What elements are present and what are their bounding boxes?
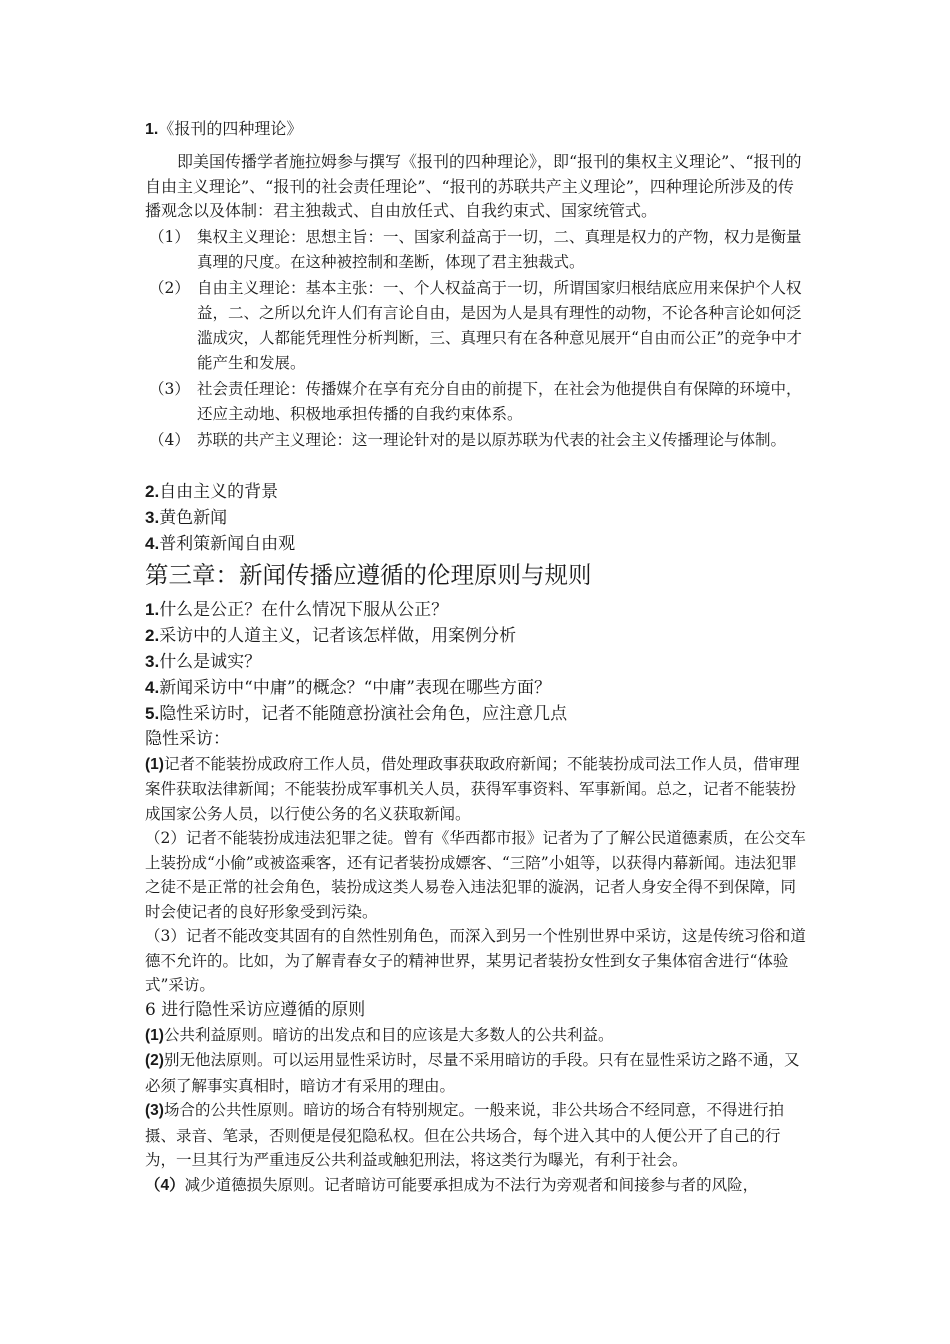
point-text: 记者不能装扮成政府工作人员，借处理政事获取政府新闻；不能装扮成司法工作人员，借审理案件获取法律新闻；不能装扮成军事机关人员，获得军事资料、军事新闻。总之，记者不能装扮成国家公务人员，以行使公务的名义获取新闻。 bbox=[145, 754, 800, 823]
question-item bbox=[145, 649, 807, 675]
point-text: 记者不能改变其固有的自然性别角色，而深入到另一个性别世界中采访，这是传统习俗和道德不允许的。比如，为了解青春女子的精神世界，某男记者装扮女性到女子集体宿舍进行“体验式”采访。 bbox=[145, 927, 806, 994]
topic-number: 3. bbox=[145, 507, 160, 527]
principle-item bbox=[145, 1173, 807, 1199]
spacer bbox=[145, 453, 807, 479]
principles-title: 6 进行隐性采访应遵循的原则 bbox=[145, 999, 366, 1020]
topic-number: 4. bbox=[145, 533, 160, 553]
section1-heading bbox=[145, 117, 807, 141]
principle-text: 公共利益原则。暗访的出发点和目的应该是大多数人的公共利益。 bbox=[163, 1025, 614, 1044]
list-number: （4） bbox=[149, 430, 190, 449]
section1-number: 1. bbox=[145, 121, 159, 138]
question-number: 3. bbox=[145, 651, 160, 671]
point-number: （3） bbox=[145, 927, 186, 945]
question-text: 新闻采访中“中庸”的概念？“中庸”表现在哪些方面？ bbox=[159, 677, 551, 698]
list-text: 苏联的共产主义理论：这一理论针对的是以原苏联为代表的社会主义传播理论与体制。 bbox=[197, 430, 787, 449]
list-text: 社会责任理论：传播媒介在享有充分自由的前提下，在社会为他提供自有保障的环境中，还应主动地、积极地承担传播的自我约束体系。 bbox=[197, 379, 802, 423]
list-item bbox=[145, 377, 807, 427]
topic-text: 黄色新闻 bbox=[159, 507, 228, 528]
question-number: 5. bbox=[145, 703, 160, 723]
section1-title: 《报刊的四种理论》 bbox=[158, 119, 303, 138]
principle-number: (2) bbox=[145, 1052, 164, 1069]
principle-item bbox=[145, 1048, 807, 1098]
principle-number: (3) bbox=[145, 1102, 164, 1119]
hidden-point bbox=[145, 924, 807, 998]
question-item bbox=[145, 675, 807, 701]
question-number: 1. bbox=[145, 599, 160, 619]
point-number: （2） bbox=[145, 829, 186, 847]
point-text: 记者不能装扮成违法犯罪之徒。曾有《华西都市报》记者为了了解公民道德素质，在公交车上装扮成“小偷”或被盗乘客，还有记者装扮成嫖客、“三陪”小姐等，以获得内幕新闻。违法犯罪之徒不是正常的社会角色，装扮成这类人易卷入违法犯罪的漩涡，记者人身安全得不到保障，同时会使记者的良好形象受到污染。 bbox=[145, 829, 806, 921]
question-item bbox=[145, 597, 807, 623]
question-item bbox=[145, 701, 807, 727]
list-text: 集权主义理论：思想主旨：一、国家利益高于一切，二、真理是权力的产物，权力是衡量真理的尺度。在这种被控制和垄断，体现了君主独裁式。 bbox=[197, 227, 802, 271]
section1-intro: 即美国传播学者施拉姆参与撰写《报刊的四种理论》，即“报刊的集权主义理论”、“报刊的自由主义理论”、“报刊的社会责任理论”、“报刊的苏联共产主义理论”，四种理论所涉及的传播观念以及体制：君主独裁式、自由放任式、自我约束式、国家统管式。 bbox=[145, 152, 802, 220]
list-text: 自由主义理论：基本主张：一、个人权益高于一切，所谓国家归根结底应用来保护个人权益，二、之所以允许人们有言论自由，是因为人是具有理性的动物，不论各种言论如何泛滥成灾，人都能凭理性分析判断，三、真理只有在各种意见展开“自由而公正”的竞争中才能产生和发展。 bbox=[197, 278, 802, 372]
topic-item bbox=[145, 531, 807, 557]
question-text: 什么是公正？在什么情况下服从公正？ bbox=[159, 599, 449, 620]
topic-text: 普利策新闻自由观 bbox=[159, 533, 296, 554]
principle-text: 别无他法原则。可以运用显性采访时，尽量不采用暗访的手段。只有在显性采访之路不通，又必须了解事实真相时，暗访才有采用的理由。 bbox=[145, 1051, 800, 1095]
question-text: 采访中的人道主义，记者该怎样做，用案例分析 bbox=[159, 625, 517, 646]
question-number: 2. bbox=[145, 625, 160, 645]
hidden-point bbox=[145, 826, 807, 924]
principle-item bbox=[145, 1023, 807, 1049]
theory-list bbox=[145, 225, 807, 453]
topic-number: 2. bbox=[145, 481, 160, 501]
principle-item bbox=[145, 1098, 807, 1173]
list-item bbox=[145, 225, 807, 275]
list-number: （2） bbox=[149, 278, 190, 297]
hidden-point bbox=[145, 752, 807, 827]
list-item bbox=[145, 276, 807, 376]
question-number: 4. bbox=[145, 677, 160, 697]
list-number: （1） bbox=[149, 227, 190, 246]
list-item bbox=[145, 428, 807, 453]
topic-item bbox=[145, 479, 807, 505]
topic-text: 自由主义的背景 bbox=[159, 481, 279, 502]
topic-item bbox=[145, 505, 807, 531]
principle-number: (1) bbox=[145, 1026, 164, 1044]
question-item bbox=[145, 623, 807, 649]
question-text: 什么是诚实？ bbox=[159, 651, 262, 672]
list-number: （3） bbox=[149, 379, 190, 398]
hidden-interview-label: 隐性采访： bbox=[145, 728, 230, 749]
point-number: (1) bbox=[145, 755, 164, 773]
question-text: 隐性采访时，记者不能随意扮演社会角色，应注意几点 bbox=[159, 703, 568, 724]
principle-text: 场合的公共性原则。暗访的场合有特别规定。一般来说，非公共场合不经同意，不得进行拍摄、录音、笔录，否则便是侵犯隐私权。但在公共场合，每个进入其中的人便公开了自己的行为，一旦其行为严重违反公共利益或触犯刑法，将这类行为曝光，有利于社会。 bbox=[145, 1101, 784, 1169]
principle-number: （4） bbox=[145, 1176, 185, 1194]
chapter-title: 第三章：新闻传播应遵循的伦理原则与规则 bbox=[145, 560, 592, 589]
principle-text: 减少道德损失原则。记者暗访可能要承担成为不法行为旁观者和间接参与者的风险， bbox=[184, 1175, 759, 1194]
